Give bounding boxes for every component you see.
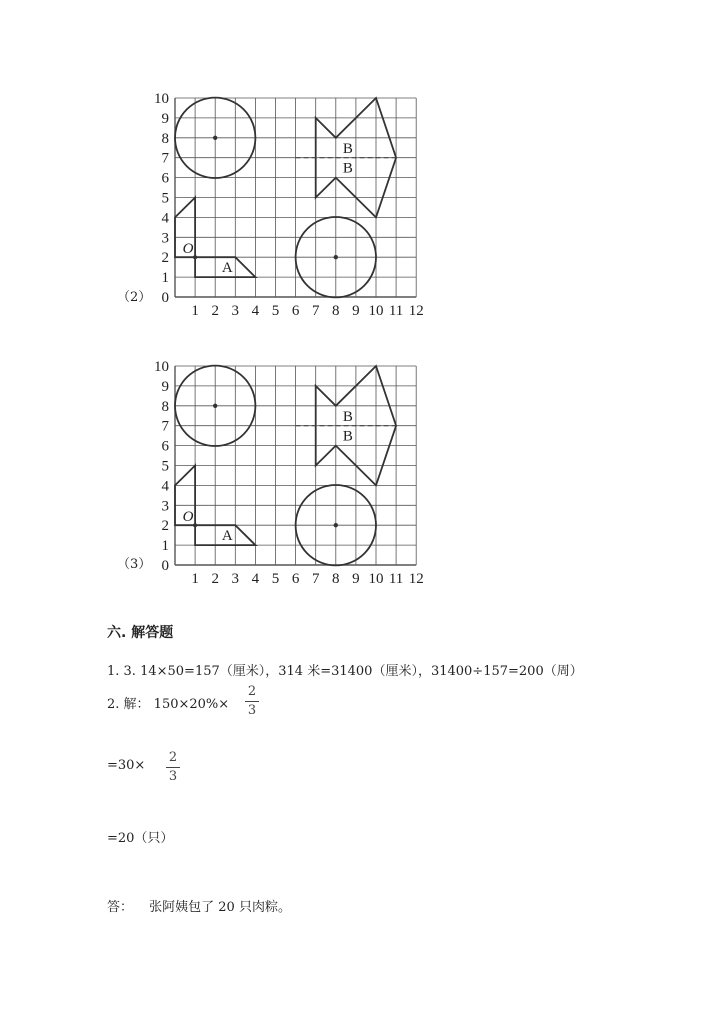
x-tick-label: 5	[271, 303, 280, 319]
circle-center-dot	[334, 523, 338, 527]
circle-center-dot	[213, 404, 217, 408]
figure-label: （3）	[117, 557, 152, 572]
fraction-bar	[245, 701, 259, 702]
x-tick-label: 9	[352, 571, 360, 587]
label-a: A	[221, 260, 233, 277]
label-o: O	[182, 241, 194, 258]
y-tick-label: 5	[161, 190, 169, 207]
fraction	[163, 750, 183, 785]
section-title: 六. 解答题	[107, 625, 174, 641]
figure-label: （2）	[117, 290, 152, 305]
x-tick-label: 12	[408, 571, 424, 587]
y-tick-label: 4	[161, 210, 169, 227]
y-tick-label: 3	[161, 230, 169, 247]
step-3: =20（只）	[107, 831, 174, 846]
y-tick-label: 1	[161, 538, 169, 555]
y-tick-label: 3	[161, 498, 169, 515]
y-tick-label: 4	[161, 478, 169, 495]
y-tick-label: 8	[161, 398, 169, 415]
y-tick-label: 0	[161, 290, 169, 306]
y-tick-label: 5	[161, 458, 169, 475]
y-tick-label: 2	[161, 250, 169, 267]
x-tick-label: 12	[408, 303, 424, 319]
final-answer	[107, 896, 291, 915]
point-o-dot	[193, 523, 197, 527]
answer-text: 张阿姨包了 20 只肉粽。	[149, 900, 291, 915]
y-tick-label: 0	[161, 558, 169, 574]
x-tick-label: 7	[311, 303, 320, 319]
fraction-numerator: 2	[168, 750, 178, 765]
y-tick-label: 6	[161, 170, 169, 187]
fraction-denominator: 3	[168, 769, 178, 784]
x-tick-label: 1	[191, 571, 199, 587]
y-tick-label: 10	[154, 91, 169, 107]
y-tick-label: 8	[161, 130, 169, 147]
x-tick-label: 7	[311, 571, 320, 587]
y-tick-label: 10	[154, 359, 169, 375]
x-tick-label: 11	[388, 303, 404, 319]
x-tick-label: 3	[231, 571, 240, 587]
x-tick-label: 2	[211, 571, 219, 587]
fraction-numerator: 2	[247, 684, 257, 699]
x-tick-label: 4	[251, 303, 260, 319]
label-b-lower: B	[342, 428, 353, 445]
step-2: =30×	[107, 758, 146, 773]
fraction	[242, 684, 262, 719]
y-tick-label: 7	[161, 418, 169, 435]
y-tick-label: 9	[161, 110, 169, 127]
x-tick-label: 6	[291, 571, 300, 587]
label-b-upper: B	[342, 408, 353, 425]
x-tick-label: 10	[368, 571, 384, 587]
x-tick-label: 8	[332, 303, 340, 319]
label-b-upper: B	[342, 140, 353, 157]
answer-label: 答：	[107, 900, 134, 915]
x-tick-label: 4	[251, 571, 260, 587]
label-b-lower: B	[342, 160, 353, 177]
y-tick-label: 7	[161, 150, 169, 167]
fraction-denominator: 3	[247, 703, 257, 718]
answer-1: 1. 3. 14×50=157（厘米），314 米=31400（厘米），31400÷157=200（周）	[107, 664, 583, 679]
label-a: A	[221, 528, 233, 545]
x-tick-label: 5	[271, 571, 280, 587]
x-tick-label: 6	[291, 303, 300, 319]
x-tick-label: 3	[231, 303, 240, 319]
fraction-bar	[166, 767, 180, 768]
x-tick-label: 10	[368, 303, 384, 319]
x-tick-label: 8	[332, 571, 340, 587]
x-tick-label: 9	[352, 303, 360, 319]
y-tick-label: 2	[161, 518, 169, 535]
answer-2-line: 2. 解： 150×20%×	[107, 697, 230, 712]
y-tick-label: 9	[161, 378, 169, 395]
x-tick-label: 2	[211, 303, 219, 319]
label-o: O	[182, 509, 194, 526]
x-tick-label: 11	[388, 571, 404, 587]
y-tick-label: 6	[161, 438, 169, 455]
x-tick-label: 1	[191, 303, 199, 319]
y-tick-label: 1	[161, 270, 169, 287]
